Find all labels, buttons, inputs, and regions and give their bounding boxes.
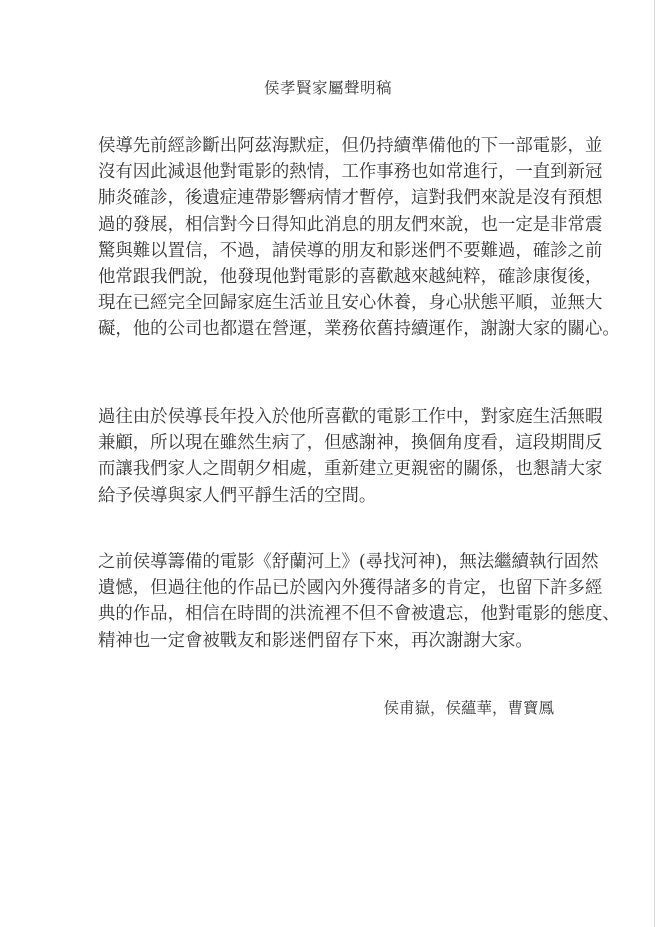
paragraph-line: 現在已經完全回歸家庭生活並且安心休養，身心狀態平順，並無大: [98, 293, 603, 314]
paragraph-line: 精神也一定會被戰友和影迷們留存下來，再次謝謝大家。: [98, 630, 533, 651]
paragraph-line: 驚與難以置信，不過，請侯導的朋友和影迷們不要難過，確診之前: [98, 240, 603, 261]
paragraph-line: 過的發展，相信對今日得知此消息的朋友們來說，也一定是非常震: [98, 214, 603, 235]
paragraph-2: [98, 404, 603, 509]
paragraph-line: 肺炎確診，後遺症連帶影響病情才暫停，這對我們來說是沒有預想: [98, 188, 603, 209]
paragraph-line: 他常跟我們說，他發現他對電影的喜歡越來越純粹，確診康復後，: [98, 266, 603, 287]
paragraph-line: 侯導先前經診斷出阿茲海默症，但仍持續準備他的下一部電影，並: [98, 136, 603, 156]
paragraph-line: 典的作品，相信在時間的洪流裡不但不會被遺忘，他對電影的態度、: [98, 604, 620, 625]
paragraph-line: 過往由於侯導長年投入於他所喜歡的電影工作中，對家庭生活無暇: [98, 407, 603, 427]
signature: 侯甫嶽，侯蘊華，曹寶鳳: [383, 699, 554, 717]
paragraph-line: 遺憾，但過往他的作品已於國內外獲得諸多的肯定，也留下許多經: [98, 578, 603, 599]
paragraph-line: 沒有因此減退他對電影的熱情，工作事務也如常進行，一直到新冠: [98, 162, 603, 183]
paragraph-line: 之前侯導籌備的電影《舒蘭河上》(尋找河神)，無法繼續執行固然: [98, 552, 599, 572]
paragraph-line: 而讓我們家人之間朝夕相處，重新建立更親密的關係，也懇請大家: [98, 459, 603, 480]
paragraph-line: 給予侯導與家人們平靜生活的空間。: [98, 485, 377, 506]
paragraph-line: 兼顧，所以現在雖然生病了，但感謝神，換個角度看，這段期間反: [98, 433, 603, 454]
document-title: 侯孝賢家屬聲明稿: [263, 79, 392, 97]
paragraph-3: [98, 549, 620, 654]
paragraph-line: 礙，他的公司也都還在營運，業務依舊持續運作，謝謝大家的關心。: [98, 319, 620, 340]
paragraph-1: [98, 133, 620, 343]
